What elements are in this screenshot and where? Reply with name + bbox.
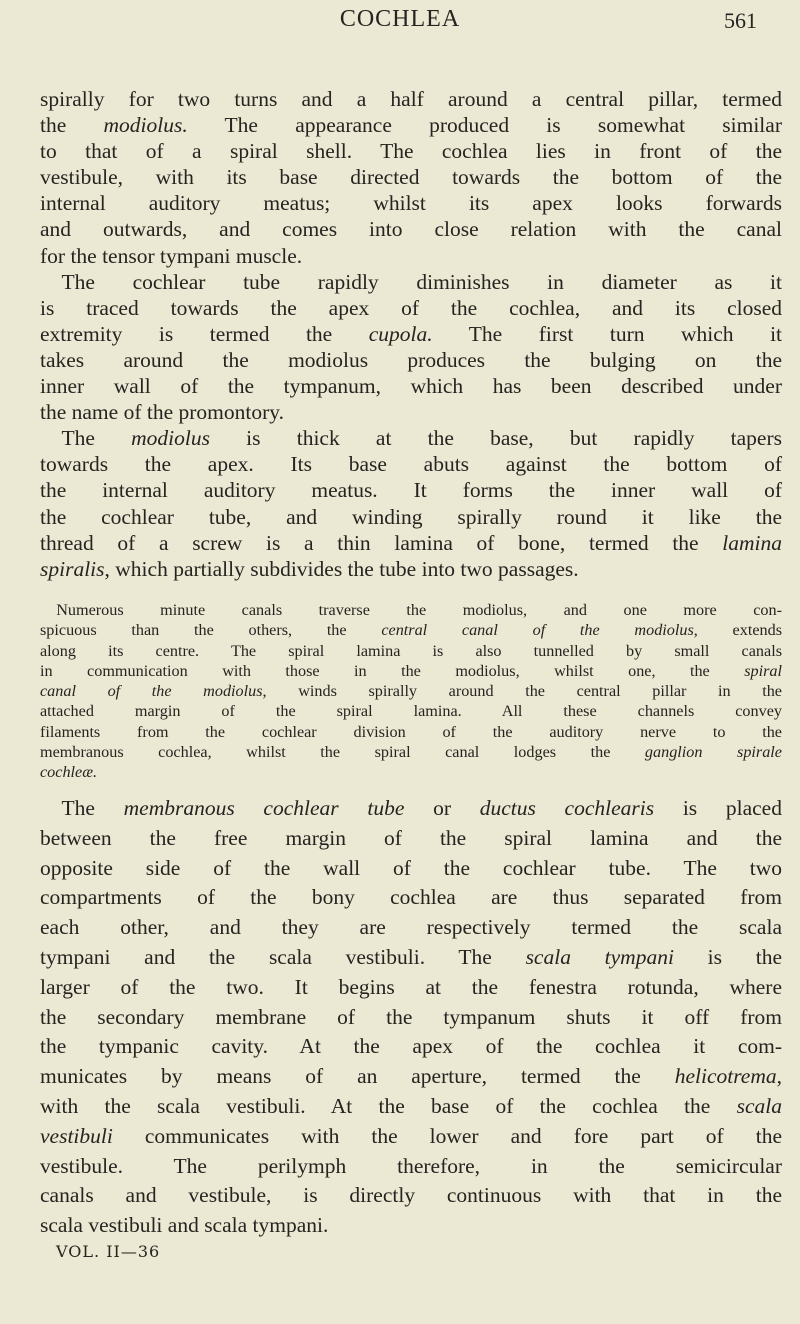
text-run: is the: [673, 944, 782, 969]
text-line: [40, 661, 782, 681]
text-run: compartments of the bony cochlea are thus separated from: [40, 885, 782, 910]
text-run: , extends: [693, 621, 783, 640]
text-run: communicates with the lower and fore part of the: [112, 1123, 782, 1148]
text-line: [40, 1152, 782, 1182]
text-line: [40, 1062, 782, 1092]
text-run: canals and vestibule, is directly continuous with that in the: [40, 1183, 782, 1208]
text-line: [40, 722, 782, 742]
text-line: [40, 641, 782, 661]
text-line: [40, 112, 782, 138]
text-run: attached margin of the spiral lamina. All these channels convey: [40, 702, 782, 721]
text-run: the name of the promontory.: [40, 400, 284, 425]
text-line: [40, 742, 782, 762]
text-line: [40, 600, 782, 620]
italic-term: scala tympani: [525, 944, 674, 969]
text-line: [40, 973, 782, 1003]
text-line: [40, 1181, 782, 1211]
text-run: spirally for two turns and a half around a central pillar, termed: [40, 87, 782, 111]
italic-term: ganglion spirale: [644, 743, 782, 762]
text-line: [40, 399, 782, 425]
small-print-paragraph-canals: [40, 600, 782, 783]
text-run: filaments from the cochlear division of the auditory nerve to the: [40, 722, 782, 741]
text-line: [40, 243, 782, 269]
italic-term: vestibuli: [40, 1123, 113, 1148]
italic-term: scala: [736, 1093, 782, 1118]
italic-term: cochleæ.: [40, 763, 98, 782]
running-head-title: COCHLEA: [339, 6, 461, 32]
text-run: is traced towards the apex of the cochlea, and its closed: [40, 295, 782, 320]
text-line: [40, 190, 782, 216]
text-line: [40, 1211, 782, 1241]
text-line: [40, 620, 782, 640]
text-run: and outwards, and comes into close relation with the canal: [40, 217, 782, 242]
text-run: The first turn which it: [432, 321, 783, 346]
text-run: to that of a spiral shell. The cochlea lies in front of the: [40, 139, 782, 164]
text-line: [40, 164, 782, 190]
text-run: between the free margin of the spiral lamina and the: [40, 825, 782, 850]
text-run: , which partially subdivides the tube into two passages.: [104, 556, 579, 581]
text-line: [40, 824, 782, 854]
text-run: the cochlear tube, and winding spirally round it like the: [40, 504, 782, 529]
italic-term: spiral: [744, 661, 782, 680]
text-line: [40, 854, 782, 884]
text-run: ,: [776, 1064, 782, 1089]
text-run: scala vestibuli and scala tympani.: [40, 1213, 329, 1238]
text-run: takes around the modiolus produces the bulging on the: [40, 347, 782, 372]
text-run: extremity is termed the: [40, 321, 369, 346]
text-run: The: [40, 426, 132, 451]
text-run: tympani and the scala vestibuli. The: [40, 944, 526, 969]
text-run: Numerous minute canals traverse the modiolus, and one more con-: [40, 601, 782, 619]
italic-term: spiralis: [40, 556, 105, 581]
text-run: The appearance produced is somewhat similar: [187, 113, 782, 138]
text-line: [40, 504, 782, 530]
text-line: [40, 451, 782, 477]
italic-term: ductus cochlearis: [479, 796, 655, 820]
text-line: [40, 883, 782, 913]
text-line: [40, 373, 782, 399]
text-line: [40, 269, 782, 295]
paragraph-membranous-cochlear-tube: [40, 794, 782, 1241]
text-run: with the scala vestibuli. At the base of the cochlea the: [40, 1093, 737, 1118]
text-run: in communication with those in the modiolus, whilst one, the: [40, 661, 745, 680]
text-line: [40, 86, 782, 112]
text-run: the internal auditory meatus. It forms the inner wall of: [40, 478, 782, 503]
text-line: [40, 681, 782, 701]
text-run: opposite side of the wall of the cochlear tube. The two: [40, 855, 782, 880]
text-run: spicuous than the others, the: [40, 621, 382, 640]
paragraphs-cochlea-modiolus: [40, 86, 782, 582]
text-run: membranous cochlea, whilst the spiral canal lodges the: [40, 743, 645, 762]
text-run: for the tensor tympani muscle.: [40, 243, 303, 268]
text-run: is placed: [654, 796, 782, 820]
text-run: internal auditory meatus; whilst its apex looks forwards: [40, 191, 782, 216]
text-line: [40, 1122, 782, 1152]
text-line: [40, 295, 782, 321]
text-run: is thick at the base, but rapidly tapers: [209, 426, 782, 451]
text-run: or: [404, 796, 480, 820]
text-run: The cochlear tube rapidly diminishes in diameter as it: [40, 269, 782, 294]
text-line: [40, 138, 782, 164]
text-run: each other, and they are respectively termed the scala: [40, 915, 782, 940]
text-line: [40, 347, 782, 373]
italic-term: cupola.: [368, 321, 433, 346]
text-line: [40, 913, 782, 943]
text-line: [40, 556, 782, 582]
text-run: The: [40, 796, 124, 820]
text-line: [40, 530, 782, 556]
text-run: the secondary membrane of the tympanum shuts it off from: [40, 1004, 782, 1029]
text-line: [40, 1032, 782, 1062]
text-line: [40, 1092, 782, 1122]
text-line: [40, 321, 782, 347]
text-run: the: [40, 113, 104, 138]
italic-term: lamina: [722, 530, 782, 555]
italic-term: modiolus.: [103, 113, 188, 138]
text-run: larger of the two. It begins at the fenestra rotunda, where: [40, 974, 782, 999]
page-number: 561: [724, 8, 757, 33]
text-line: [40, 943, 782, 973]
text-run: along its centre. The spiral lamina is also tunnelled by small canals: [40, 641, 782, 660]
text-run: inner wall of the tympanum, which has been described under: [40, 374, 782, 399]
text-line: [40, 477, 782, 503]
italic-term: helicotrema: [674, 1064, 777, 1089]
text-line: [40, 1003, 782, 1033]
italic-term: canal of the modiolus: [40, 682, 263, 701]
italic-term: membranous cochlear tube: [123, 796, 405, 820]
text-run: , winds spirally around the central pillar in the: [262, 682, 782, 701]
text-line: [40, 425, 782, 451]
text-line: [40, 701, 782, 721]
text-line: [40, 216, 782, 242]
text-run: municates by means of an aperture, termed the: [40, 1064, 675, 1089]
text-line: [40, 762, 782, 782]
signature-mark: VOL. II—36: [56, 1242, 161, 1261]
text-run: vestibule, with its base directed towards the bottom of the: [40, 165, 782, 190]
text-run: thread of a screw is a thin lamina of bone, termed the: [40, 530, 723, 555]
italic-term: central canal of the modiolus: [381, 621, 694, 640]
text-run: vestibule. The perilymph therefore, in the semicircular: [40, 1153, 782, 1178]
italic-term: modiolus: [131, 426, 210, 451]
text-line: [40, 794, 782, 824]
text-run: the tympanic cavity. At the apex of the cochlea it com-: [40, 1034, 782, 1059]
text-run: towards the apex. Its base abuts against the bottom of: [40, 452, 782, 477]
